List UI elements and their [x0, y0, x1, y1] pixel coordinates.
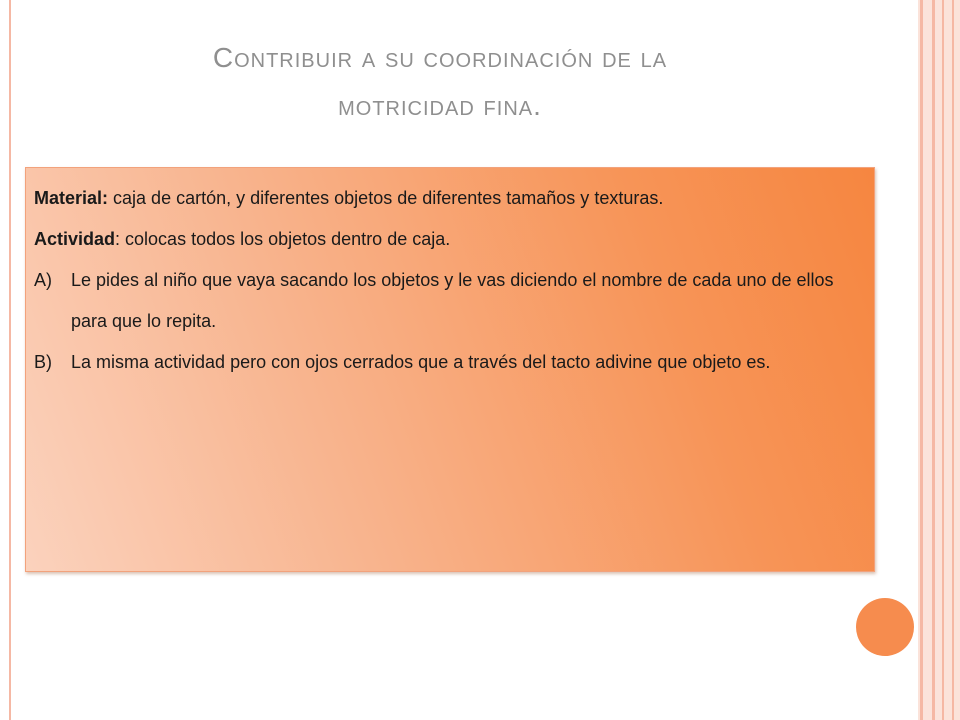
- actividad-label: Actividad: [34, 229, 116, 249]
- list-item-a: [34, 260, 864, 342]
- list-text-a: Le pides al niño que vaya sacando los objetos y le vas diciendo el nombre de cada uno de ellos para que lo repita.: [71, 270, 834, 331]
- material-label: Material:: [34, 188, 109, 208]
- material-paragraph: [34, 178, 864, 219]
- right-stripe: [952, 0, 954, 720]
- right-stripe: [942, 0, 944, 720]
- actividad-text: : colocas todos los objetos dentro de caja.: [115, 229, 451, 249]
- left-border-line: [9, 0, 11, 720]
- right-stripe: [920, 0, 923, 720]
- list-marker-a: A): [34, 270, 52, 290]
- list-marker-b: B): [34, 352, 52, 372]
- decorative-circle: [856, 598, 914, 656]
- slide-title-line-2: motricidad fina.: [338, 90, 542, 121]
- actividad-paragraph: [34, 219, 864, 260]
- list-text-b: La misma actividad pero con ojos cerrados que a través del tacto adivine que objeto es.: [71, 352, 771, 372]
- material-text: caja de cartón, y diferentes objetos de diferentes tamaños y texturas.: [108, 188, 664, 208]
- right-stripe: [932, 0, 935, 720]
- content-text: [34, 178, 864, 383]
- slide-title-line-1: Contribuir a su coordinación de la: [212, 42, 668, 73]
- slide-title: [60, 34, 820, 130]
- list-item-b: [34, 342, 864, 383]
